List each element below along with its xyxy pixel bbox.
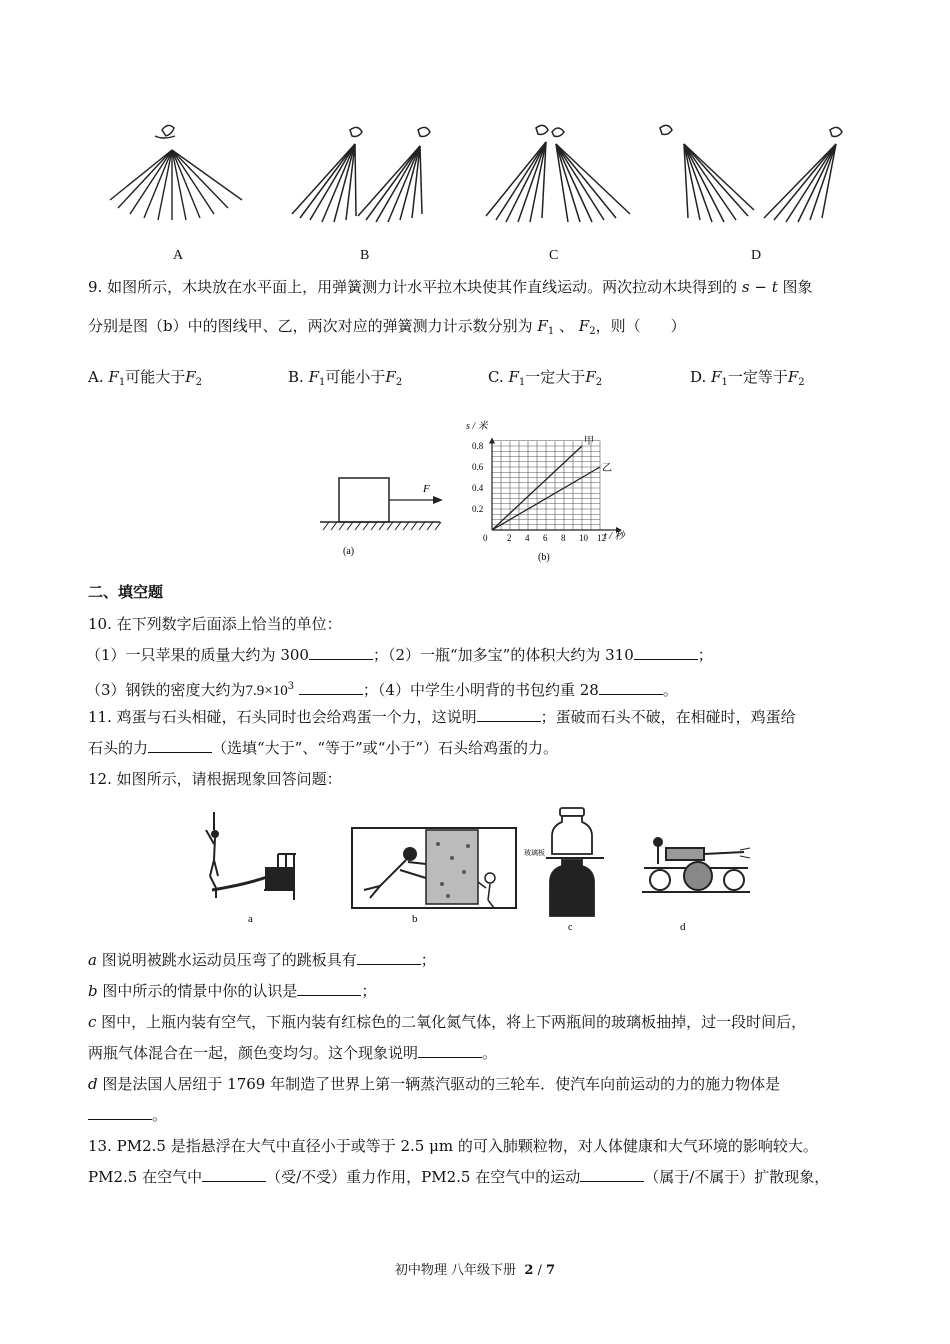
x-axis-label: t / 秒 bbox=[604, 531, 625, 542]
chart-grid bbox=[492, 441, 600, 530]
q10-blank-1 bbox=[309, 645, 373, 660]
x-tick-label: 6 bbox=[543, 533, 548, 543]
page-footer: 初中物理 八年级下册 2 / 7 bbox=[394, 1263, 556, 1278]
chart-axes bbox=[489, 438, 622, 534]
x-tick-label: 2 bbox=[507, 533, 512, 543]
x-tick-label: 8 bbox=[561, 533, 566, 543]
q12-blank-a bbox=[357, 950, 421, 965]
q13-blank-1 bbox=[202, 1167, 266, 1182]
y-tick-label: 0.8 bbox=[472, 441, 484, 451]
q8-option-b: B bbox=[360, 248, 370, 263]
footer-total: 7 bbox=[546, 1263, 556, 1278]
q9-stem-line2: 分别是图（b）中的图线甲、乙，两次对应的弹簧测力计示数分别为 $F_1$ 、 $F_2$，则（ ） bbox=[88, 317, 686, 337]
q8-option-d: D bbox=[751, 248, 762, 263]
glass-plate-label: 玻璃板 bbox=[524, 849, 545, 857]
q12-blank-d bbox=[88, 1105, 152, 1120]
section-title: 二、填空题 bbox=[88, 583, 164, 601]
x-tick-label: 4 bbox=[525, 533, 530, 543]
q10-line3: （3）钢铁的密度大约为$7.9\times 10^3$ ；（4）中学生小明背的书包约重 28 。 bbox=[86, 681, 678, 699]
q8-figure-a bbox=[110, 125, 242, 220]
q9-option-a: A. $F_1$可能大于$F_2$ bbox=[88, 368, 202, 388]
q13-line1: 13. PM2.5 是指悬浮在大气中直径小于或等于 2.5 μm 的可入肺颗粒物，对人体健康和大气环境的影响较大。 bbox=[88, 1137, 818, 1155]
q12-figure-d bbox=[640, 834, 752, 932]
q10-line2: （1）一只苹果的质量大约为 300 ；（2）一瓶“加多宝”的体积大约为 310 ； bbox=[86, 646, 713, 664]
x-tick-label: 0 bbox=[483, 533, 488, 543]
q11-blank-2 bbox=[148, 738, 212, 753]
q12-part-a: a 图说明被跳水运动员压弯了的跳板具有 ； bbox=[88, 951, 436, 969]
q8-figure-c bbox=[486, 125, 630, 222]
series-label: 乙 bbox=[602, 463, 612, 474]
q12-figure-a bbox=[198, 810, 308, 930]
q12-caption-d: d bbox=[680, 921, 686, 932]
q10-blank-3 bbox=[299, 680, 363, 695]
q8-option-a: A bbox=[173, 248, 184, 263]
q13-blank-2 bbox=[580, 1167, 644, 1182]
q12-figure-c bbox=[522, 806, 622, 934]
wooden-block bbox=[339, 478, 389, 522]
q8-option-c: C bbox=[549, 248, 559, 263]
q12-blank-c bbox=[418, 1043, 482, 1058]
force-label: F bbox=[423, 483, 430, 495]
q12-part-b: b 图中所示的情景中你的认识是 ； bbox=[88, 982, 377, 1000]
q9-option-b: B. $F_1$可能小于$F_2$ bbox=[288, 368, 403, 388]
q12-caption-b: b bbox=[412, 913, 418, 925]
x-tick-label: 12 bbox=[597, 533, 606, 543]
q9-figure-a bbox=[315, 470, 455, 560]
q9-option-d: D. $F_1$一定等于$F_2$ bbox=[690, 368, 805, 388]
y-axis-label: s / 米 bbox=[466, 421, 488, 432]
q12-part-c-line1: c 图中，上瓶内装有空气，下瓶内装有红棕色的二氧化氮气体，将上下两瓶间的玻璃板抽掉，过一段时间后， bbox=[88, 1013, 807, 1031]
q12-caption-a: a bbox=[248, 913, 253, 925]
figure-b-caption: (b) bbox=[538, 552, 550, 563]
q12-part-d-line1: d 图是法国人居纽于 1769 年制造了世界上第一辆蒸汽驱动的三轮车．使汽车向前运动的力的施力物体是 bbox=[88, 1075, 781, 1093]
figure-a-caption: (a) bbox=[343, 546, 355, 557]
q11-blank-1 bbox=[477, 707, 541, 722]
q12-blank-b bbox=[297, 981, 361, 996]
y-tick-label: 0.4 bbox=[472, 483, 484, 493]
footer-page: 2 bbox=[524, 1263, 534, 1278]
footer-subject: 初中物理 八年级下册 bbox=[394, 1263, 517, 1278]
q12-caption-c: c bbox=[568, 922, 573, 933]
y-tick-label: 0.6 bbox=[472, 462, 484, 472]
q8-figure-b bbox=[292, 127, 430, 222]
q12-part-d-line2: 。 bbox=[88, 1104, 167, 1126]
q13-line2: PM2.5 在空气中 （受/不受）重力作用，PM2.5 在空气中的运动 （属于/不属于）扩散现象， bbox=[88, 1168, 830, 1186]
q10-blank-4 bbox=[599, 680, 663, 695]
q9-figure-b-chart bbox=[462, 418, 637, 568]
q11-line2: 石头的力 （选填“大于”、“等于”或“小于”）石头给鸡蛋的力。 bbox=[88, 739, 559, 757]
y-tick-label: 0.2 bbox=[472, 504, 484, 514]
q12-part-c-line2: 两瓶气体混合在一起，颜色变均匀。这个现象说明 。 bbox=[88, 1044, 498, 1062]
q8-figure-d bbox=[660, 125, 842, 222]
ground-hatch bbox=[323, 522, 441, 530]
x-tick-label: 10 bbox=[579, 533, 588, 543]
series-label: 甲 bbox=[584, 436, 594, 447]
q9-option-c: C. $F_1$一定大于$F_2$ bbox=[488, 368, 603, 388]
q12-stem: 12. 如图所示，请根据现象回答问题： bbox=[88, 770, 342, 788]
q9-number: 9. bbox=[88, 278, 103, 296]
q10-stem: 10. 在下列数字后面添上恰当的单位： bbox=[88, 615, 342, 633]
q10-blank-2 bbox=[634, 645, 698, 660]
q12-figure-b bbox=[350, 824, 518, 930]
q9-st-symbol: s − t bbox=[741, 278, 783, 296]
q9-stem-line1: 9. 如图所示，木块放在水平面上，用弹簧测力计水平拉木块使其作直线运动。两次拉动木块得到的 s − t 图象 bbox=[88, 278, 813, 296]
q8-figures bbox=[100, 118, 880, 228]
q11-line1: 11. 鸡蛋与石头相碰，石头同时也会给鸡蛋一个力，这说明 ；蛋破而石头不破，在相碰时，鸡蛋给 bbox=[88, 708, 796, 726]
